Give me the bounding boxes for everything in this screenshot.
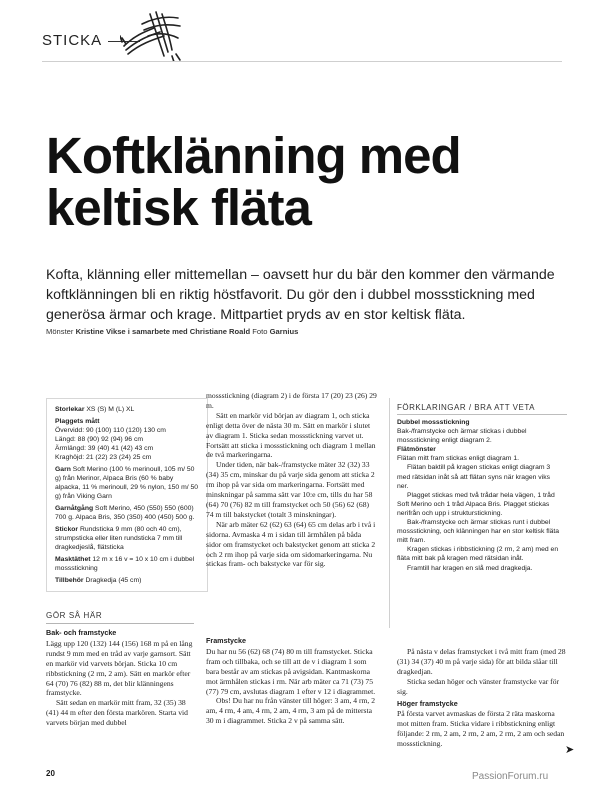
- title-line-1: Koftklänning med: [46, 127, 461, 184]
- body-paragraph: Sticka sedan höger och vänster framstycke var för sig.: [397, 676, 560, 696]
- size-value: XS (S) M (L) XL: [86, 406, 135, 413]
- glossary-paragraph: Flätan mitt fram stickas enligt diagram 1.: [397, 455, 520, 463]
- body-paragraph: Obs! Du har nu från vänster till höger: 3 am, 4 rm, 2 am, 4 rm, 4 am, 4 rm, 2 am, 4 rm, 3 am på de mittersta 30 m i diagrammet. Sticka 2 v på samma sätt.: [206, 696, 376, 726]
- section-label: STICKA: [42, 32, 103, 49]
- glossary-paragraph: Flätan baktill på kragen stickas enligt diagram 3 med rätsidan inåt så att flätan syns när kragen viks ner.: [397, 464, 551, 490]
- measure-item: Kraghöjd: 21 (22) 23 (24) 25 cm: [55, 454, 152, 461]
- needles-label: Stickor: [55, 526, 79, 533]
- size-label: Storlekar: [55, 406, 85, 413]
- glossary-rule: [397, 414, 567, 415]
- glossary-heading-wrap: [397, 403, 567, 414]
- glossary-paragraph: Kragen stickas i ribbstickning (2 rm, 2 am) med en fläta mitt bak på kragen med rätsidan inåt.: [397, 546, 559, 563]
- lead-paragraph: Kofta, klänning eller mittemellan – oavsett hur du bär den kommer den värmande koftklänningen bli en riktig höstfavorit. Du gör den i dubbel mossstickning med generösa ärmar och krage. Mittpartiet pryds av en stor keltisk fläta.: [46, 267, 555, 323]
- glossary-box: [397, 418, 563, 573]
- glossary-divider: [389, 398, 390, 628]
- howto-column-1: [46, 628, 198, 728]
- facts-box: [46, 398, 208, 592]
- body-paragraph: Sätt en markör vid början av diagram 1, och sticka enligt detta över de nästa 30 m. Sätt en markör i slutet av diagram 1. Sticka sedan mossstickning varvet ut. Fortsätt att sticka i mossstickning och diagram 1 mellan de två markeringarna.: [206, 410, 376, 460]
- glossary-paragraph: Bak-/framstycke och ärmar stickas runt i dubbel mossstickning, och klänningen har en stor keltisk fläta mitt fram.: [397, 519, 560, 545]
- yarn-amount-text: Soft Merino, 450 (550) 550 (600) 700 g. Alpaca Bris, 350 (350) 400 (450) 500 g.: [55, 505, 195, 521]
- glossary-paragraph: Plagget stickas med två trådar hela vägen, 1 tråd Soft Merino och 1 tråd Alpaca Bris. Plagget stickas nerifrån och upp i strukturstickning.: [397, 491, 555, 517]
- right-front-heading: Höger framstycke: [397, 698, 458, 708]
- page-title: [46, 127, 566, 236]
- body-paragraph: På första varvet avmaskas de första 2 räta maskorna mot mitten fram. Sticka vidare i ribbstickning enligt följande: 2 rm, 2 am, 2 rm, 2 am, 2 rm, 2 am och sedan mossstickning.: [397, 709, 565, 749]
- yarn-label: Garn: [55, 466, 71, 473]
- body-paragraph: Du har nu 56 (62) 68 (74) 80 m till framstycket. Sticka fram och tillbaka, och se till att de v i diagram 1 som bara består av am stickas på avigsidan. Kantmaskorna mot ärmhålen stickas i rm. När arb mäter ca 71 (73) 75 (77) 79 cm, avslutas diagram 1 efter v 12 i diagrammet.: [206, 646, 376, 696]
- body-paragraph: Sätt sedan en markör mitt fram, 32 (35) 38 (41) 44 m efter den första markören. Starta vid varvets början med dubbel: [46, 698, 188, 728]
- continue-arrow-icon: ➤: [565, 744, 575, 756]
- body-paragraph: mossstickning (diagram 2) i de första 17 (20) 23 (26) 29 m.: [206, 391, 377, 410]
- yarn-amount-label: Garnåtgång: [55, 505, 94, 512]
- yarn-text: Soft Merino (100 % merinoull, 105 m/ 50 g) från Merinor, Alpaca Bris (60 % baby alpacka, 11 % merinoull, 29 % nylon, 150 m/ 50 g) från Viking Garn: [55, 466, 199, 500]
- needles-text: Rundsticka 9 mm (80 och 40 cm), strumpsticka eller liten rundsticka 7 mm till dragkedjeslå, flätsticka: [55, 526, 183, 551]
- howto-heading: GÖR SÅ HÄR: [46, 611, 103, 620]
- back-front-heading: Bak- och framstycke: [46, 628, 117, 637]
- photographer-name: Garnius: [269, 327, 299, 336]
- designer-name: Kristine Vikse i samarbete med Christiane Roald: [75, 327, 251, 336]
- howto-column-2-front: [206, 636, 378, 726]
- cable-heading: Flätmönster: [397, 446, 436, 454]
- howto-column-3: [397, 647, 567, 749]
- front-heading: Framstycke: [206, 636, 246, 645]
- moss-heading: Dubbel mossstickning: [397, 419, 470, 426]
- header-divider: [42, 61, 562, 62]
- page-number: 20: [46, 769, 55, 778]
- howto-rule: [46, 623, 194, 624]
- measures-label: Plaggets mått: [55, 418, 100, 425]
- accessory-label: Tillbehör: [55, 577, 84, 584]
- title-line-2: keltisk fläta: [46, 179, 311, 236]
- accessory-text: Dragkedja (45 cm): [85, 577, 142, 584]
- glossary-paragraph: Framtill har kragen en slå med dragkedja.: [407, 564, 533, 572]
- body-paragraph: Lägg upp 120 (132) 144 (156) 168 m på en lång rundst 9 mm med en tråd av varje garnsort. Sätt en markör vid varvets början. Sticka 10 cm ribbstickning (2 rm, 2 am). Sätt en markör efter 64 (70) 76 (82) 88 m, det blir klänningens framstycke.: [46, 638, 193, 698]
- body-paragraph: Under tiden, när bak-/framstycke mäter 32 (32) 33 (34) 35 cm, minskar du på varje sida genom att sticka 2 rm ihop på var sida om markeringarna. Fortsätt med minskningar på samma sätt var 10:e cm, tills du har 58 (64) 70 (76) 82 m till framstycket och 50 (56) 62 (68) 74 m till bakstycket (totalt 3 minskningar).: [206, 460, 375, 519]
- gauge-text: 12 m x 16 v = 10 x 10 cm i dubbel mossstickning: [55, 556, 195, 572]
- credits-line: [46, 327, 298, 336]
- yarn-skein-icon: [120, 6, 182, 62]
- body-paragraph: När arb mäter 62 (62) 63 (64) 65 cm delas arb i två i sidorna. Avmaska 4 m i sidan till ärmhålen på båda sidor om framstycket och bakstycket genom att sticka 2 och 2 rm ihop på varje sida om sidomarkeringarna. Nu stickas fram- och bakstycke var för sig.: [206, 519, 376, 569]
- gauge-label: Masktäthet: [55, 556, 91, 563]
- moss-text: Bak-/framstycke och ärmar stickas i dubbel mossstickning enligt diagram 2.: [397, 428, 527, 445]
- measure-item: Övervidd: 90 (100) 110 (120) 130 cm: [55, 427, 166, 434]
- howto-column-2: [206, 391, 378, 569]
- designer-label: Mönster: [46, 327, 74, 336]
- photo-label: Foto: [252, 327, 268, 336]
- measure-item: Längd: 88 (90) 92 (94) 96 cm: [55, 436, 144, 443]
- glossary-heading: FÖRKLARINGAR / BRA ATT VETA: [397, 403, 535, 412]
- measure-item: Ärmlängd: 39 (40) 41 (42) 43 cm: [55, 445, 154, 452]
- watermark: PassionForum.ru: [472, 771, 549, 782]
- body-paragraph: På nästa v delas framstycket i två mitt fram (med 28 (31) 34 (37) 40 m på varje sida) för att bilda slåar till dragkedjan.: [397, 647, 566, 676]
